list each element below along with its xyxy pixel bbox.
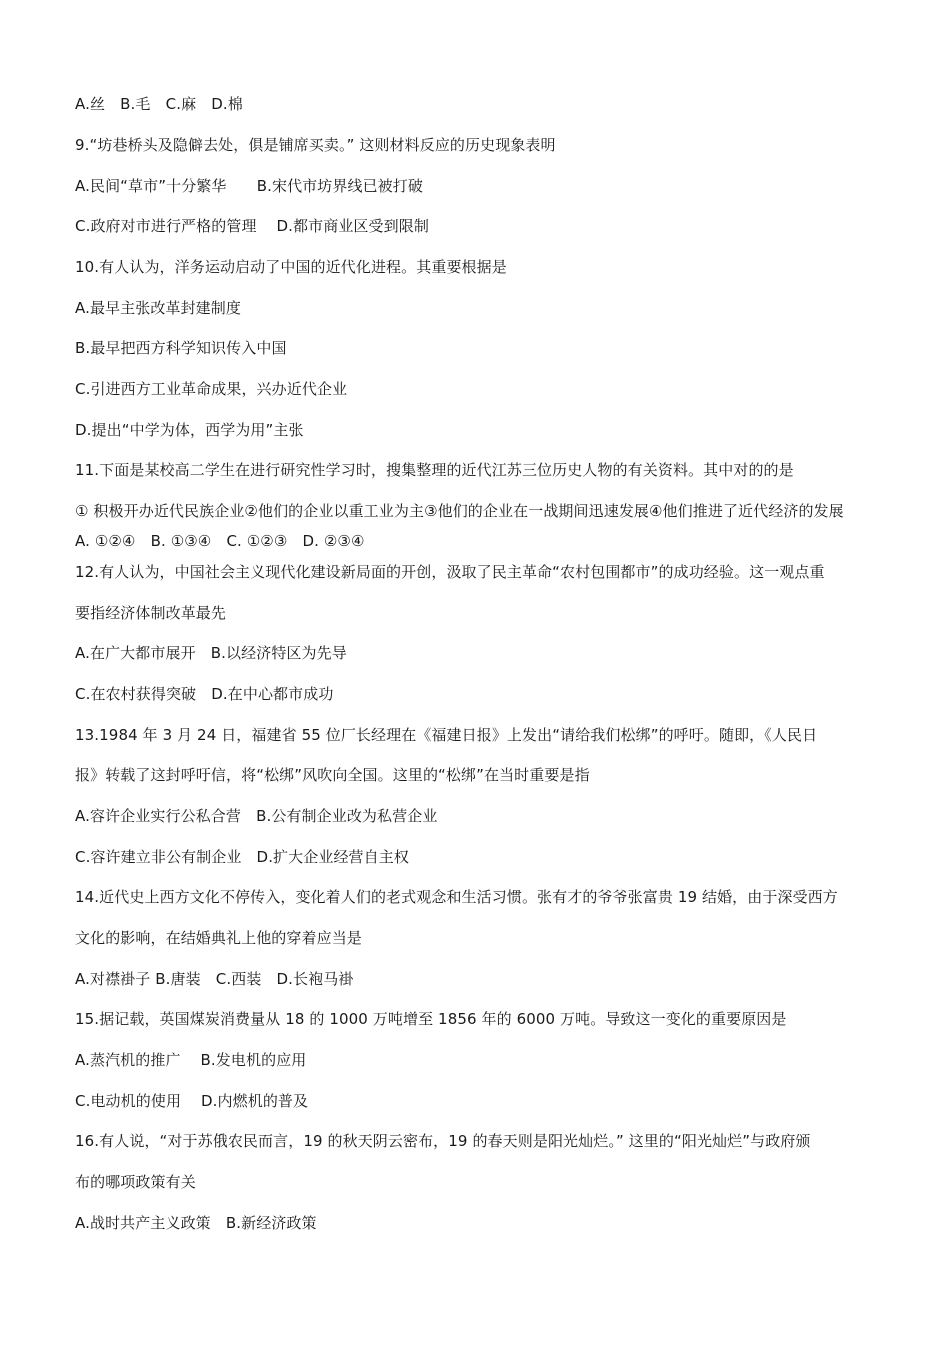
q11-options: A. ①②④ B. ①③④ C. ①②③ D. ②③④ xyxy=(75,532,365,550)
q8-options: A.丝 B.毛 C.麻 D.棉 xyxy=(75,95,243,113)
q9-options-ab: A.民间“草市”十分繁华 B.宋代市坊界线已被打破 xyxy=(75,177,423,195)
q16-options-ab: A.战时共产主义政策 B.新经济政策 xyxy=(75,1214,317,1232)
q12-stem-line2: 要指经济体制改革最先 xyxy=(75,604,227,622)
q12-options-cd: C.在农村获得突破 D.在中心都市成功 xyxy=(75,685,334,703)
q9-options-cd: C.政府对市进行严格的管理 D.都市商业区受到限制 xyxy=(75,217,429,235)
q10-option-d: D.提出“中学为体，西学为用”主张 xyxy=(75,421,304,439)
q16-stem-line1: 16.有人说，“对于苏俄农民而言，19 的秋天阴云密布，19 的春天则是阳光灿烂。” 这里的“阳光灿烂”与政府颁 xyxy=(75,1132,811,1150)
q10-option-a: A.最早主张改革封建制度 xyxy=(75,299,241,317)
q13-stem-line1: 13.1984 年 3 月 24 日，福建省 55 位厂长经理在《福建日报》上发出“请给我们松绑”的呼吁。随即，《人民日 xyxy=(75,726,818,744)
q15-options-cd: C.电动机的使用 D.内燃机的普及 xyxy=(75,1092,309,1110)
q14-stem-line1: 14.近代史上西方文化不停传入，变化着人们的老式观念和生活习惯。张有才的爷爷张富贵 19 结婚，由于深受西方 xyxy=(75,888,838,906)
q14-options: A.对襟褂子 B.唐装 C.西装 D.长袍马褂 xyxy=(75,970,354,988)
q10-option-c: C.引进西方工业革命成果，兴办近代企业 xyxy=(75,380,348,398)
q11-stem: 11.下面是某校高二学生在进行研究性学习时，搜集整理的近代江苏三位历史人物的有关资料。其中对的的是 xyxy=(75,461,794,479)
q10-stem: 10.有人认为，洋务运动启动了中国的近代化进程。其重要根据是 xyxy=(75,258,507,276)
q13-options-cd: C.容许建立非公有制企业 D.扩大企业经营自主权 xyxy=(75,848,409,866)
q15-options-ab: A.蒸汽机的推广 B.发电机的应用 xyxy=(75,1051,307,1069)
q13-options-ab: A.容许企业实行公私合营 B.公有制企业改为私营企业 xyxy=(75,807,438,825)
q16-stem-line2: 布的哪项政策有关 xyxy=(75,1173,196,1191)
q15-stem: 15.据记载，英国煤炭消费量从 18 的 1000 万吨增至 1856 年的 6000 万吨。导致这一变化的重要原因是 xyxy=(75,1010,787,1028)
q12-stem-line1: 12.有人认为，中国社会主义现代化建设新局面的开创，汲取了民主革命“农村包围都市”的成功经验。这一观点重 xyxy=(75,563,825,581)
q12-options-ab: A.在广大都市展开 B.以经济特区为先导 xyxy=(75,644,347,662)
q10-option-b: B.最早把西方科学知识传入中国 xyxy=(75,339,287,357)
q11-statements: ① 积极开办近代民族企业②他们的企业以重工业为主③他们的企业在一战期间迅速发展④他们推进了近代经济的发展 xyxy=(75,502,844,520)
q9-stem: 9.“坊巷桥头及隐僻去处，俱是铺席买卖。” 这则材料反应的历史现象表明 xyxy=(75,136,556,154)
q14-stem-line2: 文化的影响，在结婚典礼上他的穿着应当是 xyxy=(75,929,362,947)
q13-stem-line2: 报》转载了这封呼吁信，将“松绑”风吹向全国。这里的“松绑”在当时重要是指 xyxy=(75,766,590,784)
